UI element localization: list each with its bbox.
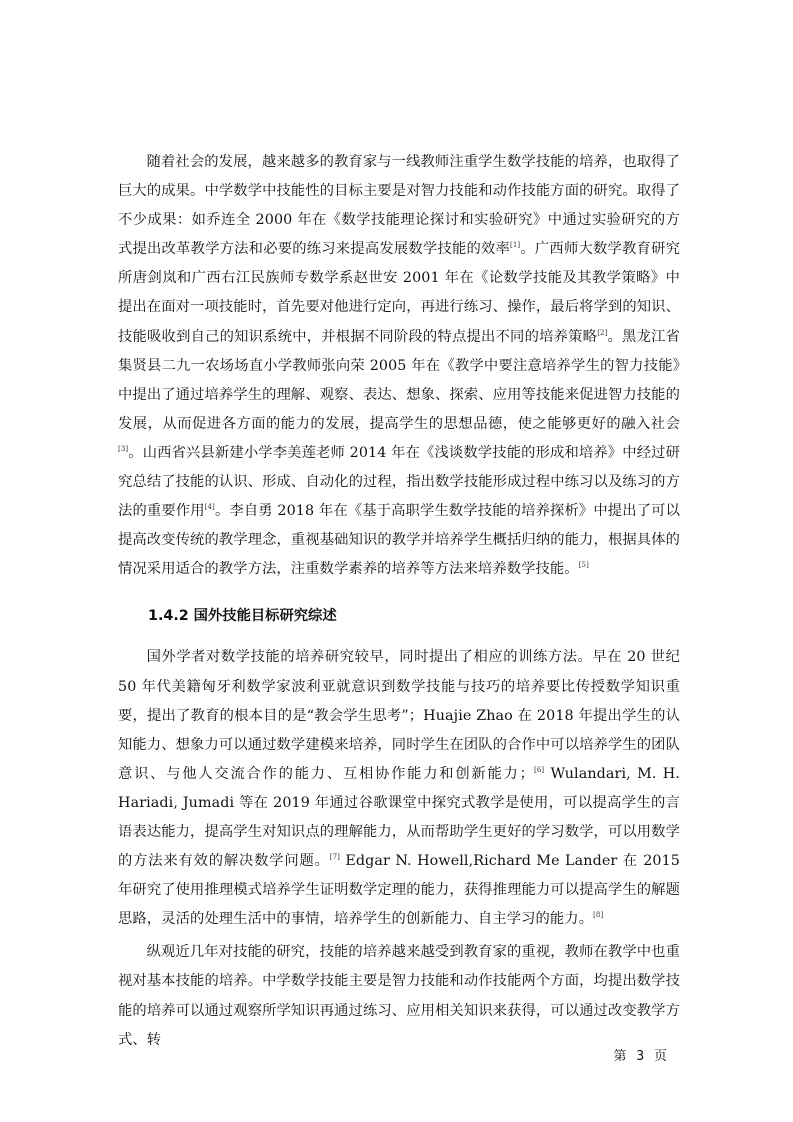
body-text [118, 148, 680, 1055]
text-run: 。山西省兴县新建小学李美莲老师 2014 年在《浅谈数学技能的形成和培养》中经过研究总结了技能的认识、形成、自动化的过程，指出数学技能形成过程中练习以及练习的方法的重要作用 [118, 444, 680, 520]
citation-ref-3: [3] [118, 445, 129, 454]
text-run: 。李自勇 2018 年在《基于高职学生数学技能的培养探析》中提出了可以提高改变传统的教学理念，重视基础知识的教学并培养学生概括归纳的能力，根据具体的情况采用适合的教学方法，注重数学素养的培养等方法来培养数学技能。 [118, 503, 680, 578]
citation-ref-2: [2] [597, 328, 608, 337]
text-run: 随着社会的发展，越来越多的教育家与一线教师注重学生数学技能的培养，也取得了巨大的成果。中学数学中技能性的目标主要是对智力技能和动作技能方面的研究。取得了不少成果：如乔连全 2000 年在《数学技能理论探讨和实验研究》中通过实验研究的方式提出改革教学方法和必要的练习来提高发展数学技能的效率 [118, 154, 680, 258]
text-run: 。黑龙江省集贤县二九一农场场直小学教师张向荣 2005 年在《教学中要注意培养学生的智力技能》中提出了通过培养学生的理解、观察、表达、想象、探索、应用等技能来促进智力技能的发展，从而促进各方面的能力的发展，提高学生的思想品德，使之能够更好的融入社会 [118, 328, 681, 432]
text-run: 。广西师大数学教育研究所唐剑岚和广西右江民族师专数学系赵世安 2001 年在《论数学技能及其教学策略》中提出在面对一项技能时，首先要对他进行定向，再进行练习、操作，最后将学到的知识、技能吸收到自己的知识系统中，并根据不同阶段的特点提出不同的培养策略 [118, 241, 680, 345]
citation-ref-8: [8] [593, 911, 604, 920]
citation-ref-1: [1] [510, 241, 521, 250]
page-number: 第 3 页 [613, 1049, 668, 1064]
citation-ref-4: [4] [204, 503, 215, 512]
text-run: Wulandari, M. H. Hariadi, Jumadi 等在 2019 年通过谷歌课堂中探究式教学是使用，可以提高学生的言语表达能力，提高学生对知识点的理解能力，从而帮助学生更好的学习数学，可以用数学的方法来有效的解决数学问题。 [118, 765, 680, 870]
text-run: Edgar N. Howell,Richard Me Lander 在 2015 年研究了使用推理模式培养学生证明数学定理的能力，获得推理能力可以提高学生的解题思路，灵活的处理生活中的事情，培养学生的创新能力、自主学习的能力。 [118, 853, 680, 928]
paragraph-summary: 纵观近几年对技能的研究，技能的培养越来越受到教育家的重视，教师在教学中也重视对基本技能的培养。中学数学技能主要是智力技能和动作技能两个方面，均提出数学技能的培养可以通过观察所学知识再通过练习、应用相关知识来获得，可以通过改变教学方式、转 [118, 944, 680, 1048]
citation-ref-5: [5] [578, 561, 589, 570]
section-heading: 1.4.2 国外技能目标研究综述 [148, 608, 337, 625]
citation-ref-6: [6] [533, 766, 545, 775]
text-run: 国外学者对数学技能的培养研究较早，同时提出了相应的训练方法。早在 20 世纪 50 年代美籍匈牙利数学家波利亚就意识到数学技能与技巧的培养要比传授数学知识重要，提出了教育的根本目的是“教会学生思考”；Huajie Zhao 在 2018 年提出学生的认知能力、想象力可以通过数学建模来培养，同时学生在团队的合作中可以培养学生的团队意识、与他人交流合作的能力、互相协作能力和创新能力； [118, 649, 680, 782]
paragraph-domestic-research [118, 148, 680, 584]
citation-ref-7: [7] [329, 853, 341, 862]
paragraph-foreign-research [118, 643, 680, 934]
